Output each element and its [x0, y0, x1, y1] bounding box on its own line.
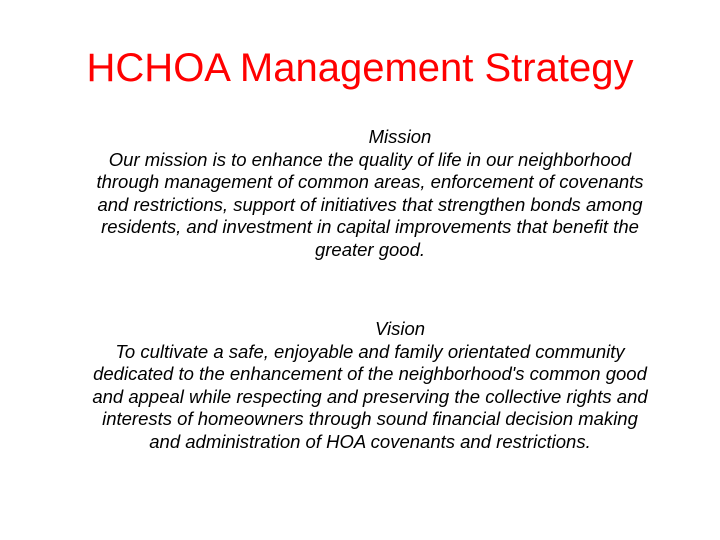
vision-line: dedicated to the enhancement of the neighborhood's common good: [93, 363, 647, 384]
mission-line: Our mission is to enhance the quality of life in our neighborhood: [108, 148, 632, 170]
vision-line: and appeal while respecting and preserving the collective rights and: [92, 385, 648, 407]
vision-line: interests of homeowners through sound financial decision making: [102, 408, 638, 429]
mission-line: and restrictions, support of initiatives that strengthen bonds among: [97, 193, 643, 215]
slide-title: HCHOA Management Strategy: [86, 46, 634, 90]
vision-line: and administration of HOA covenants and restrictions.: [149, 430, 591, 452]
mission-line: greater good.: [314, 238, 426, 260]
vision-section: [60, 318, 680, 453]
vision-heading: Vision: [374, 318, 426, 339]
mission-line: through management of common areas, enforcement of covenants: [96, 171, 644, 192]
mission-line: residents, and investment in capital improvements that benefit the: [101, 216, 639, 237]
mission-section: [60, 126, 680, 261]
vision-line: To cultivate a safe, enjoyable and family orientated community: [115, 340, 625, 362]
mission-heading: Mission: [368, 126, 432, 147]
